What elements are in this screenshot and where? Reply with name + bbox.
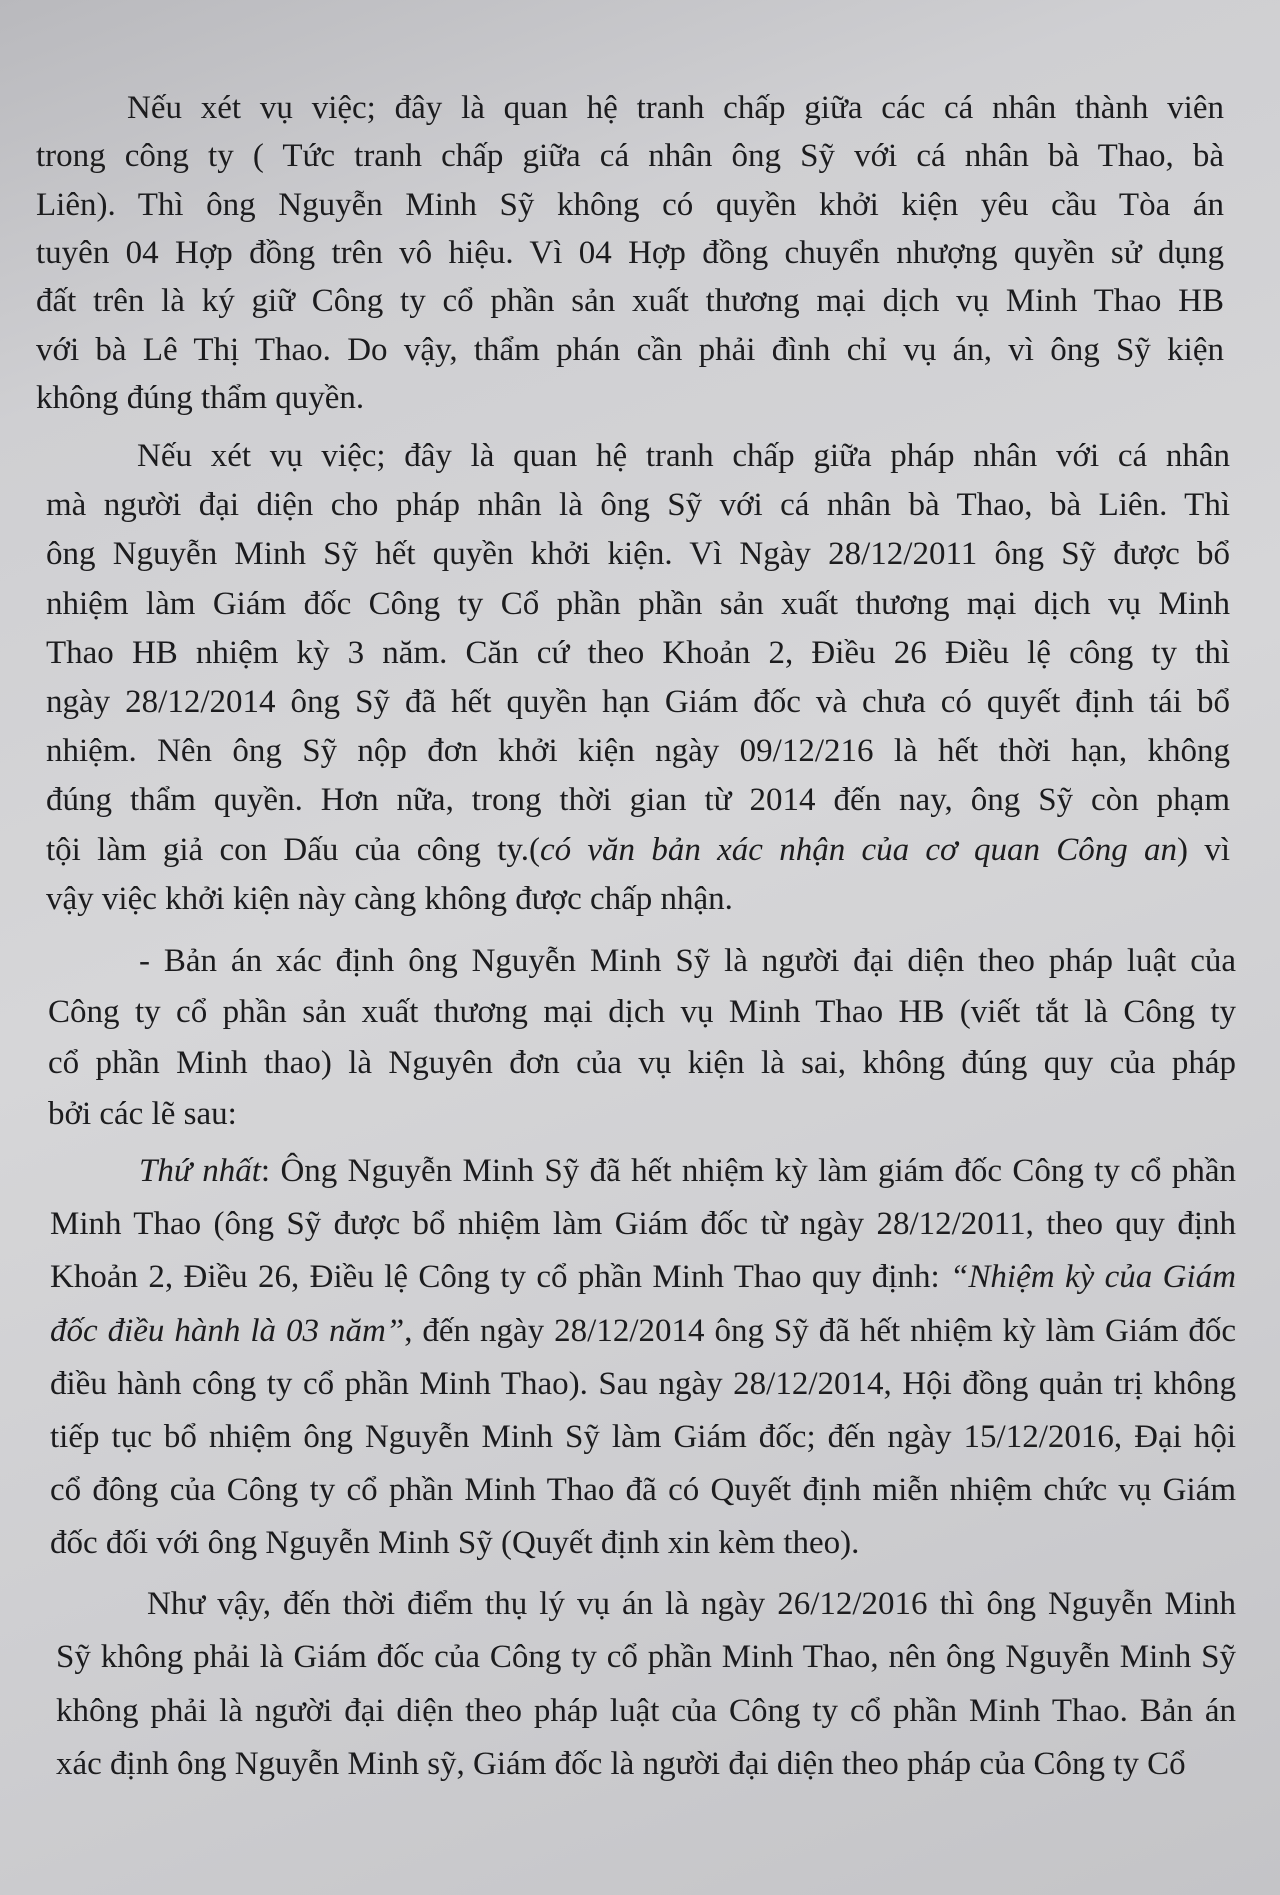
text-segment: Khoản 2, Điều 26, Điều lệ Công ty cổ phần Minh Thao quy định: — [50, 1259, 951, 1296]
text-line — [36, 330, 1224, 370]
text-line — [48, 1043, 1236, 1083]
text-segment: - Bản án xác định ông Nguyễn Minh Sỹ là người đại diện theo pháp luật của — [139, 943, 1236, 979]
text-segment: đất trên là ký giữ Công ty cổ phần sản xuất thương mại dịch vụ Minh Thao HB — [36, 283, 1224, 320]
text-line — [36, 233, 1224, 273]
text-segment: : Ông Nguyễn Minh Sỹ đã hết nhiệm kỳ làm giám đốc Công ty cổ phần — [260, 1153, 1236, 1189]
text-segment: ) vì — [1177, 831, 1230, 868]
text-line — [36, 281, 1224, 321]
text-segment: đúng thẩm quyền. Hơn nữa, trong thời gian từ 2014 đến nay, ông Sỹ còn phạm — [46, 782, 1230, 819]
text-segment: mà người đại diện cho pháp nhân là ông Sỹ với cá nhân bà Thao, bà Liên. Thì — [46, 487, 1230, 524]
text-line — [46, 780, 1230, 820]
italic-text: Thứ nhất — [139, 1153, 261, 1189]
text-segment: không phải là người đại diện theo pháp luật của Công ty cổ phần Minh Thao. Bản án — [56, 1692, 1236, 1729]
text-segment: Công ty cổ phần sản xuất thương mại dịch vụ Minh Thao HB (viết tắt là Công ty — [48, 994, 1236, 1030]
text-segment: Nếu xét vụ việc; đây là quan hệ tranh chấp giữa pháp nhân với cá nhân — [137, 438, 1230, 474]
text-segment: Thao HB nhiệm kỳ 3 năm. Căn cứ theo Khoản 2, Điều 26 Điều lệ công ty thì — [46, 634, 1230, 671]
text-segment: vậy việc khởi kiện này càng không được chấp nhận. — [46, 880, 733, 917]
text-line — [48, 1094, 237, 1134]
text-segment: Minh Thao (ông Sỹ được bổ nhiệm làm Giám đốc từ ngày 28/12/2011, theo quy định — [50, 1206, 1236, 1243]
text-line — [46, 879, 733, 919]
text-segment: Sỹ không phải là Giám đốc của Công ty cổ phần Minh Thao, nên ông Nguyễn Minh Sỹ — [56, 1639, 1236, 1676]
text-segment: điều hành công ty cổ phần Minh Thao). Sau ngày 28/12/2014, Hội đồng quản trị không — [50, 1365, 1236, 1402]
text-line — [36, 378, 364, 418]
text-line — [50, 1417, 1236, 1457]
text-segment: cổ phần Minh thao) là Nguyên đơn của vụ kiện là sai, không đúng quy của pháp — [48, 1045, 1236, 1081]
text-line — [46, 633, 1230, 673]
text-segment: không đúng thẩm quyền. — [36, 379, 365, 416]
text-line — [46, 682, 1230, 722]
text-segment: đốc đối với ông Nguyễn Minh Sỹ (Quyết định xin kèm theo). — [50, 1525, 860, 1562]
text-line — [46, 485, 1230, 525]
text-line — [50, 1364, 1236, 1404]
text-segment: Như vậy, đến thời điểm thụ lý vụ án là ngày 26/12/2016 thì ông Nguyễn Minh — [147, 1586, 1236, 1622]
text-line — [46, 731, 1230, 771]
text-line — [137, 436, 1230, 476]
text-line — [50, 1204, 1236, 1244]
text-line — [50, 1257, 1236, 1297]
text-line — [48, 992, 1236, 1032]
italic-text: đốc điều hành là 03 năm” — [50, 1312, 405, 1349]
text-segment: nhiệm làm Giám đốc Công ty Cổ phần phần sản xuất thương mại dịch vụ Minh — [46, 585, 1230, 622]
text-line — [50, 1523, 859, 1563]
text-line — [46, 830, 1230, 870]
text-segment: trong công ty ( Tức tranh chấp giữa cá nhân ông Sỹ với cá nhân bà Thao, bà — [36, 138, 1224, 175]
text-segment: với bà Lê Thị Thao. Do vậy, thẩm phán cần phải đình chỉ vụ án, vì ông Sỹ kiện — [36, 331, 1224, 368]
text-line — [56, 1691, 1236, 1731]
text-line — [46, 534, 1230, 574]
text-line — [36, 185, 1224, 225]
text-segment: Nếu xét vụ việc; đây là quan hệ tranh chấp giữa các cá nhân thành viên — [127, 90, 1224, 126]
text-segment: Liên). Thì ông Nguyễn Minh Sỹ không có quyền khởi kiện yêu cầu Tòa án — [36, 186, 1224, 223]
text-segment: nhiệm. Nên ông Sỹ nộp đơn khởi kiện ngày 09/12/216 là hết thời hạn, không — [46, 733, 1230, 770]
text-line — [50, 1470, 1236, 1510]
text-segment: tiếp tục bổ nhiệm ông Nguyễn Minh Sỹ làm Giám đốc; đến ngày 15/12/2016, Đại hội — [50, 1419, 1236, 1455]
text-segment: cổ đông của Công ty cổ phần Minh Thao đã có Quyết định miễn nhiệm chức vụ Giám — [50, 1472, 1236, 1509]
text-line — [50, 1311, 1236, 1351]
text-line — [56, 1637, 1236, 1677]
text-line — [127, 88, 1224, 128]
text-segment: bởi các lẽ sau: — [48, 1096, 237, 1132]
text-segment: tội làm giả con Dấu của công ty.( — [46, 831, 540, 868]
text-segment: xác định ông Nguyễn Minh sỹ, Giám đốc là người đại diện theo pháp của Công ty Cổ — [56, 1745, 1186, 1782]
italic-text: có văn bản xác nhận của cơ quan Công an — [539, 831, 1178, 868]
italic-text: “Nhiệm kỳ của Giám — [950, 1259, 1236, 1296]
text-line — [147, 1584, 1236, 1624]
text-line — [46, 584, 1230, 624]
text-line — [139, 941, 1236, 981]
text-line — [56, 1744, 1186, 1784]
text-segment: , đến ngày 28/12/2014 ông Sỹ đã hết nhiệm kỳ làm Giám đốc — [404, 1312, 1236, 1349]
text-line — [36, 136, 1224, 176]
text-segment: ngày 28/12/2014 ông Sỹ đã hết quyền hạn Giám đốc và chưa có quyết định tái bổ — [46, 684, 1230, 720]
text-line — [139, 1151, 1236, 1191]
text-segment: tuyên 04 Hợp đồng trên vô hiệu. Vì 04 Hợp đồng chuyển nhượng quyền sử dụng — [36, 234, 1224, 271]
text-segment: ông Nguyễn Minh Sỹ hết quyền khởi kiện. Vì Ngày 28/12/2011 ông Sỹ được bổ — [46, 536, 1230, 573]
